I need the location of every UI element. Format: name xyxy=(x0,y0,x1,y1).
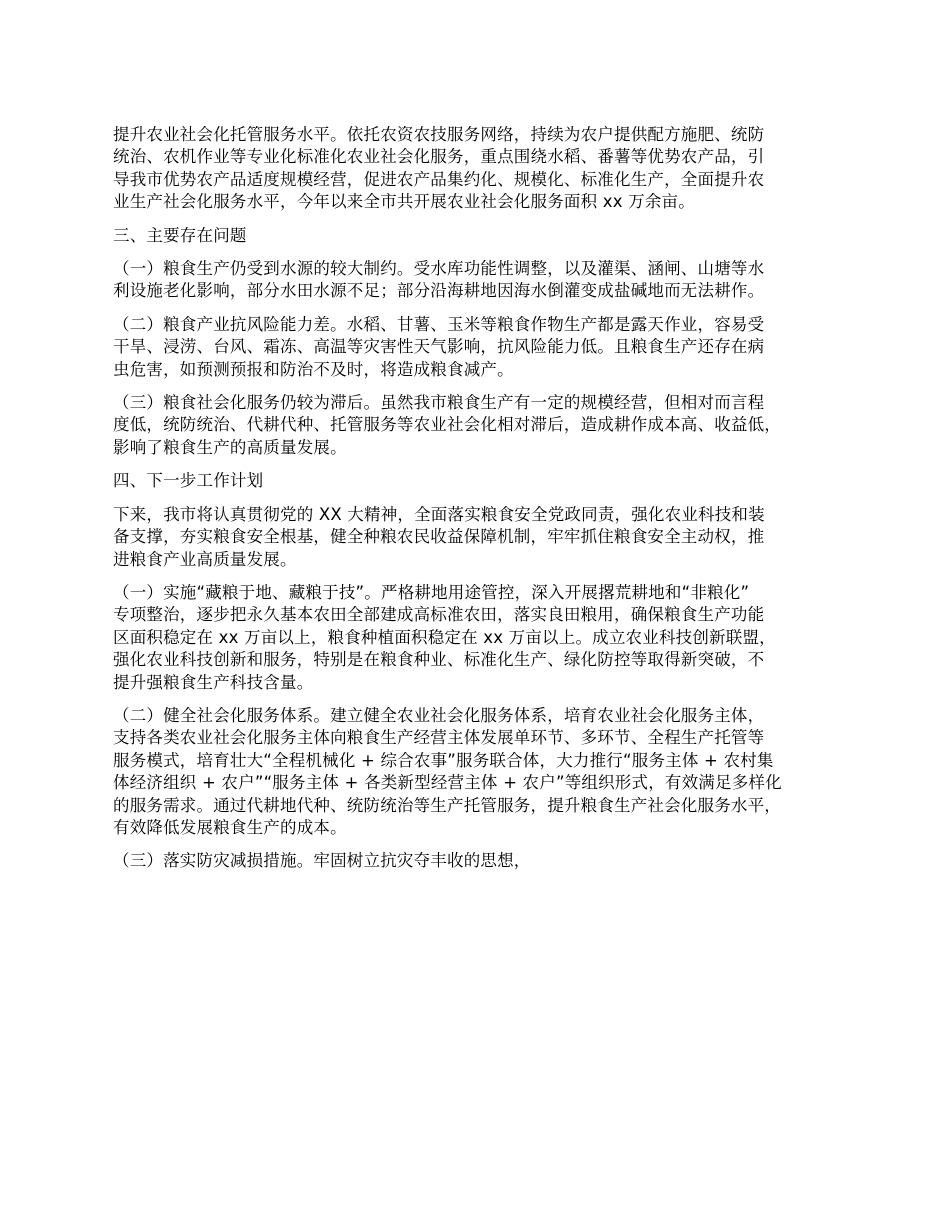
text-line: 备支撑，夯实粮食安全根基，健全种粮农民收益保障机制，牢牢抓住粮食安全主动权，推 xyxy=(113,527,765,547)
section-heading-next-steps xyxy=(113,470,858,492)
paragraph-plan-disaster xyxy=(113,850,858,872)
text-line: 干旱、浸涝、台风、霜冻、高温等灾害性天气影响，抗风险能力低。且粮食生产还存在病 xyxy=(113,337,765,357)
text-line: 统治、农机作业等专业化标准化农业社会化服务，重点围绕水稻、番薯等优势农产品，引 xyxy=(113,147,765,167)
text-line: （一）粮食生产仍受到水源的较大制约。受水库功能性调整，以及灌渠、涵闸、山塘等水 xyxy=(113,259,765,279)
text-line: 强化农业科技创新和服务，特别是在粮食种业、标准化生产、绿化防控等取得新突破，不 xyxy=(113,650,765,670)
heading-text: 三、主要存在问题 xyxy=(113,225,247,245)
text-line: 虫危害，如预测预报和防治不及时，将造成粮食减产。 xyxy=(113,359,514,379)
text-line: （二）健全社会化服务体系。建立健全农业社会化服务体系，培育农业社会化服务主体， xyxy=(113,705,765,725)
heading-text: 四、下一步工作计划 xyxy=(113,471,264,491)
text-line: 度低，统防统治、代耕代种、托管服务等农业社会化相对滞后，造成耕作成本高、收益低， xyxy=(113,415,781,435)
text-line: 区面积稳定在 xx 万亩以上，粮食种植面积稳定在 xx 万亩以上。成立农业科技创新联盟， xyxy=(113,627,776,647)
text-line: 支持各类农业社会化服务主体向粮食生产经营主体发展单环节、多环节、全程生产托管等 xyxy=(113,728,765,748)
text-line: 服务模式，培育壮大“全程机械化 + 综合农事”服务联合体，大力推行“服务主体 + 农村集 xyxy=(113,750,774,770)
text-line: 进粮食产业高质量发展。 xyxy=(113,549,297,569)
text-line: （三）落实防灾减损措施。牢固树立抗灾夺丰收的思想， xyxy=(113,851,531,871)
text-line: 业生产社会化服务水平，今年以来全市共开展农业社会化服务面积 xx 万余亩。 xyxy=(113,192,695,212)
document-body xyxy=(113,124,858,884)
paragraph-problem-risk xyxy=(113,314,858,381)
paragraph-agri-service xyxy=(113,124,858,214)
text-line: 的服务需求。通过代耕地代种、统防统治等生产托管服务，提升粮食生产社会化服务水平， xyxy=(113,795,781,815)
text-line: 专项整治，逐步把永久基本农田全部建成高标准农田，落实良田粮用，确保粮食生产功能 xyxy=(113,605,765,625)
text-line: 体经济组织 + 农户”“服务主体 + 各类新型经营主体 + 农户”等组织形式，有效满足多样化 xyxy=(113,773,782,793)
paragraph-problem-water xyxy=(113,258,858,303)
paragraph-plan-land-tech xyxy=(113,582,858,694)
section-heading-main-problems xyxy=(113,225,858,247)
text-line: （二）粮食产业抗风险能力差。水稻、甘薯、玉米等粮食作物生产都是露天作业，容易受 xyxy=(113,314,765,334)
text-line: 下来，我市将认真贯彻党的 XX 大精神，全面落实粮食安全党政同责，强化农业科技和装 xyxy=(113,504,765,524)
paragraph-plan-intro xyxy=(113,504,858,571)
text-line: 利设施老化影响，部分水田水源不足；部分沿海耕地因海水倒灌变成盐碱地而无法耕作。 xyxy=(113,281,765,301)
text-line: （一）实施“藏粮于地、藏粮于技”。严格耕地用途管控，深入开展撂荒耕地和“非粮化” xyxy=(113,582,750,602)
text-line: 导我市优势农产品适度规模经营，促进农产品集约化、规模化、标准化生产，全面提升农 xyxy=(113,169,765,189)
text-line: 影响了粮食生产的高质量发展。 xyxy=(113,437,347,457)
paragraph-plan-service-system xyxy=(113,705,858,839)
text-line: 提升强粮食生产科技含量。 xyxy=(113,672,314,692)
paragraph-problem-service xyxy=(113,392,858,459)
text-line: 提升农业社会化托管服务水平。依托农资农技服务网络，持续为农户提供配方施肥、统防 xyxy=(113,125,765,144)
text-line: 有效降低发展粮食生产的成本。 xyxy=(113,817,347,837)
text-line: （三）粮食社会化服务仍较为滞后。虽然我市粮食生产有一定的规模经营，但相对而言程 xyxy=(113,393,765,413)
